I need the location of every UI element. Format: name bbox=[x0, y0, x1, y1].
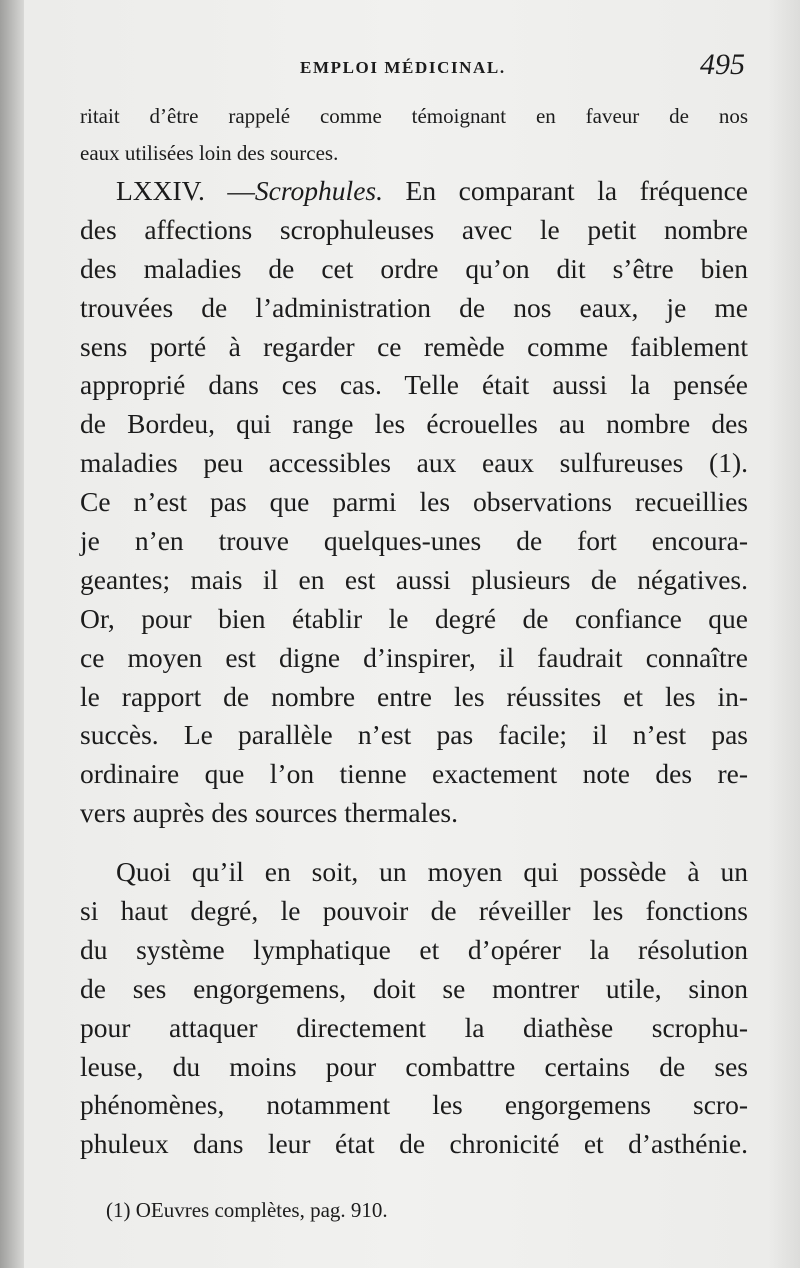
text-line: ce moyen est digne d’inspirer, il faudrait connaître bbox=[80, 641, 748, 673]
text-line: pour attaquer directement la diathèse scrophu- bbox=[80, 1011, 748, 1043]
text-line: des maladies de cet ordre qu’on dit s’être bien bbox=[80, 252, 748, 284]
text-line: ordinaire que l’on tienne exactement note des re- bbox=[80, 758, 748, 790]
text-line: Quoi qu’il en soit, un moyen qui possède à un bbox=[116, 856, 748, 888]
running-title: EMPLOI MÉDICINAL. bbox=[300, 58, 506, 77]
text-line: maladies peu accessibles aux eaux sulfureuses (1). bbox=[80, 447, 748, 479]
text-line: vers auprès des sources thermales. bbox=[80, 797, 458, 829]
footnote: (1) OEuvres complètes, pag. 910. bbox=[106, 1198, 388, 1222]
binding-gutter bbox=[0, 0, 24, 1268]
page-number: 495 bbox=[700, 48, 745, 81]
text-line: je n’en trouve quelques-unes de fort encoura- bbox=[80, 525, 748, 557]
main-text bbox=[80, 92, 748, 1164]
section-number: LXXIV. — bbox=[116, 175, 255, 206]
text-line: ritait d’être rappelé comme témoignant en faveur de nos bbox=[80, 104, 748, 128]
text-line: leuse, du moins pour combattre certains de ses bbox=[80, 1050, 748, 1082]
text-line: phénomènes, notamment les engorgemens scro- bbox=[80, 1089, 748, 1121]
text-line: du système lymphatique et d’opérer la résolution bbox=[80, 933, 748, 965]
text-line: sens porté à regarder ce remède comme faiblement bbox=[80, 330, 748, 362]
text-line: de ses engorgemens, doit se montrer utile, sinon bbox=[80, 972, 748, 1004]
text-line: Or, pour bien établir le degré de confiance que bbox=[80, 602, 748, 634]
text-line: trouvées de l’administration de nos eaux, je me bbox=[80, 291, 748, 323]
paragraph-gap bbox=[80, 833, 748, 853]
text-line: de Bordeu, qui range les écrouelles au nombre des bbox=[80, 408, 748, 440]
section-heading-line bbox=[80, 172, 748, 211]
text-fragment: En comparant la fréquence bbox=[382, 175, 748, 206]
section-title: Scrophules. bbox=[254, 175, 383, 206]
text-line: phuleux dans leur état de chronicité et d’asthénie. bbox=[80, 1128, 748, 1160]
text-line: eaux utilisées loin des sources. bbox=[80, 141, 339, 165]
text-line: succès. Le parallèle n’est pas facile; il n’est pas bbox=[80, 719, 748, 751]
text-line: geantes; mais il en est aussi plusieurs de négatives. bbox=[80, 563, 748, 595]
text-line: approprié dans ces cas. Telle était aussi la pensée bbox=[80, 369, 748, 401]
text-line: si haut degré, le pouvoir de réveiller les fonctions bbox=[80, 895, 748, 927]
text-line: des affections scrophuleuses avec le petit nombre bbox=[80, 213, 748, 245]
text-line: Ce n’est pas que parmi les observations recueillies bbox=[80, 486, 748, 518]
text-line: le rapport de nombre entre les réussites et les in- bbox=[80, 680, 748, 712]
